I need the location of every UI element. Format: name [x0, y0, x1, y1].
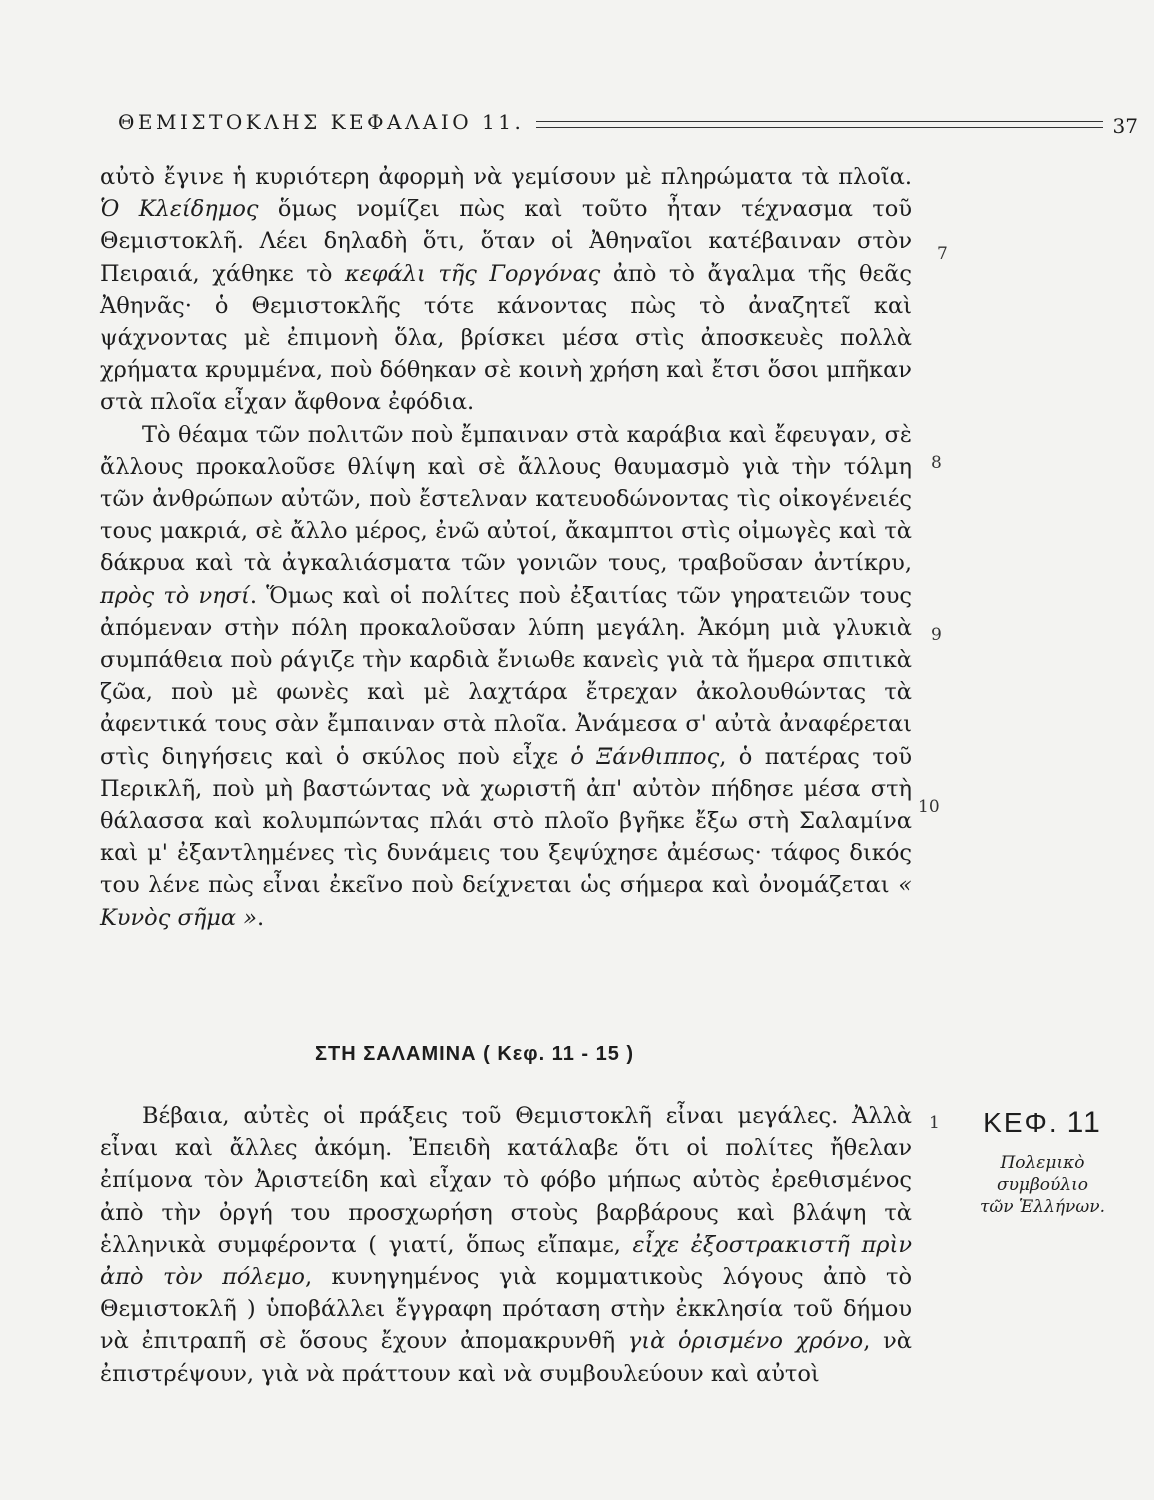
italic-phrase: κεφάλι τῆς Γοργόνας — [344, 260, 601, 287]
section-heading: ΣΤΗ ΣΑΛΑΜΙΝΑ ( Κεφ. 11 - 15 ) — [315, 1043, 635, 1065]
italic-phrase: εἶχε ἐξοστρακιστῆ πρὶν ἀπὸ τὸν πόλεμο — [100, 1231, 913, 1291]
body-text-upper — [100, 161, 912, 934]
margin-chapter-label — [955, 1106, 1130, 1140]
body-text-lower — [100, 1100, 912, 1390]
paragraph-1 — [100, 161, 912, 419]
chapter-number: 11 — [1066, 1106, 1102, 1139]
margin-note — [955, 1106, 1130, 1218]
gloss-line: τῶν Ἑλλήνων. — [980, 1197, 1105, 1217]
text-run: αὐτὸ ἔγινε ἡ κυριότερη ἀφορμὴ νὰ γεμίσουν μὲ πληρώματα τὰ πλοῖα. — [100, 164, 912, 190]
header-rule — [536, 121, 1102, 128]
text-run: ἀπὸ τὸ ἄγαλμα τῆς θεᾶς Ἀθηνᾶς· ὁ Θεμιστοκλῆς τότε κάνοντας πὼς τὸ ἀναζητεῖ καὶ ψάχνοντας μὲ ἐπιμονὴ ὅλα, βρίσκει μέσα στὶς ἀποσκευὲς πολλὰ χρήματα κρυμμένα, ποὺ δόθηκαν σὲ κοινὴ χρήση καὶ ἔτσι ὅσοι μπῆκαν στὰ πλοῖα εἶχαν ἄφθονα ἐφόδια. — [100, 260, 913, 416]
margin-gloss — [955, 1152, 1130, 1218]
text-run: , κυνηγημένος γιὰ κομματικοὺς λόγους ἀπὸ τὸ Θεμιστοκλῆ ) ὑποβάλλει ἔγγραφη πρόταση στὴν ἐκκλησία τοῦ δήμου νὰ ἐπιτραπῆ σὲ ὅσους ἔχουν ἀπομακρυνθῆ — [100, 1264, 913, 1355]
text-run: . — [257, 904, 265, 931]
text-run: ὅμως νομίζει πὼς καὶ τοῦτο ἦταν τέχνασμα τοῦ Θεμιστοκλῆ. Λέει δηλαδὴ ὅτι, ὅταν οἱ Ἀθηναῖοι κατέβαιναν στὸν Πειραιά, χάθηκε τὸ — [100, 196, 912, 287]
line-number-9: 9 — [931, 625, 942, 645]
text-run: Βέβαια, αὐτὲς οἱ πράξεις τοῦ Θεμιστοκλῆ εἶναι μεγάλες. Ἀλλὰ εἶναι καὶ ἄλλες ἀκόμη. Ἐπειδὴ κατάλαβε ὅτι οἱ πολίτες ἤθελαν ἐπίμονα τὸν Ἀριστείδη καὶ εἶχαν τὸ φόβο μήπως αὐτὸς ἐρεθισμένος ἀπὸ τὴν ὀργή του προσχωρήση στοὺς βαρβάρους καὶ βλάψη τὰ ἑλληνικὰ συμφέροντα ( γιατί, ὅπως εἴπαμε, — [100, 1103, 912, 1258]
line-number-8: 8 — [931, 453, 942, 473]
italic-quote: « Κυνὸς σῆμα » — [100, 872, 912, 931]
gloss-line: Πολεμικὸ — [1000, 1153, 1085, 1173]
header-title: ΘΕΜΙΣΤΟΚΛΗΣ ΚΕΦΑΛΑΙΟ 11. — [118, 110, 525, 134]
page-number: 37 — [1112, 114, 1138, 138]
italic-phrase: γιὰ ὁρισμένο χρόνο — [627, 1328, 864, 1355]
paragraph-2 — [100, 419, 912, 934]
gloss-line: συμβούλιο — [996, 1175, 1089, 1195]
line-number-7: 7 — [937, 244, 948, 264]
text-run: , ὁ πατέρας τοῦ Περικλῆ, ποὺ μὴ βαστώντας νὰ χωριστῆ ἀπ' αὐτὸν πήδησε μέσα στὴ θάλασσα καὶ κολυμπώντας πλάι στὸ πλοῖο βγῆκε ἔξω στὴ Σαλαμίνα καὶ μ' ἐξαντλημένες τὶς δυνάμεις του ξεψύχησε ἀμέσως· τάφος δικός του λένε πὼς εἶναι ἐκεῖνο ποὺ δείχνεται ὡς σήμερα καὶ ὀνομάζεται — [100, 743, 912, 899]
text-run: Τὸ θέαμα τῶν πολιτῶν ποὺ ἔμπαιναν στὰ καράβια καὶ ἔφευγαν, σὲ ἄλλους προκαλοῦσε θλίψη καὶ σὲ ἄλλους θαυμασμὸ γιὰ τὴν τόλμη τῶν ἀνθρώπων αὐτῶν, ποὺ ἔστελναν κατευοδώνοντας τὶς οἰκογένειές τους μακριά, σὲ ἄλλο μέρος, ἐνῶ αὐτοί, ἄκαμπτοι στὶς οἰμωγὲς καὶ τὰ δάκρυα καὶ τὰ ἀγκαλιάσματα τῶν γονιῶν τους, τραβοῦσαν ἀντίκρυ, — [100, 421, 912, 577]
text-run: . Ὅμως καὶ οἱ πολίτες ποὺ ἐξαιτίας τῶν γηρατειῶν τους ἀπόμεναν στὴν πόλη προκαλοῦσαν λύπη μεγάλη. Ἀκόμη μιὰ γλυκιὰ συμπάθεια ποὺ ράγιζε τὴν καρδιὰ ἔνιωθε κανεὶς γιὰ τὰ ἥμερα σπιτικὰ ζῶα, ποὺ μὲ φωνὲς καὶ μὲ λαχτάρα ἔτρεχαν ἀκολουθώντας τὰ ἀφεντικά τους σὰν ἔμπαιναν στὰ πλοῖα. Ἀνάμεσα σ' αὐτὰ ἀναφέρεται στὶς διηγήσεις καὶ ὁ σκύλος ποὺ εἶχε — [100, 582, 912, 770]
line-number-10: 10 — [918, 797, 940, 817]
line-number-1: 1 — [929, 1113, 940, 1133]
italic-name: ὁ Ξάνθιππος — [570, 743, 720, 770]
italic-phrase: πρὸς τὸ νησί — [100, 582, 250, 609]
text-run: , νὰ ἐπιστρέψουν, γιὰ νὰ πράττουν καὶ νὰ συμβουλεύουν καὶ αὐτοὶ — [100, 1328, 912, 1387]
running-header — [118, 102, 1138, 142]
paragraph-3 — [100, 1100, 912, 1390]
italic-name: Ὁ Κλείδημος — [100, 196, 259, 223]
chapter-label: ΚΕΦ. — [983, 1107, 1059, 1138]
